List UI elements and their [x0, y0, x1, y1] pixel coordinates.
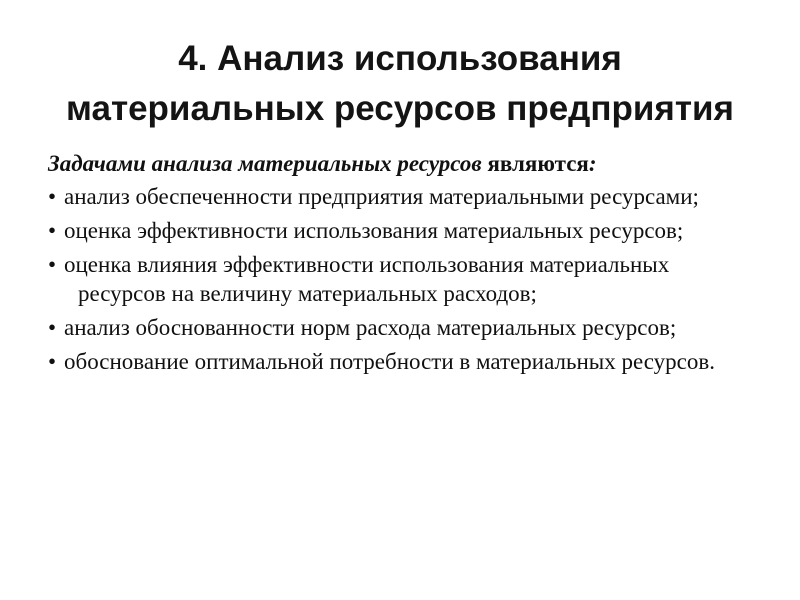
task-item-2	[48, 216, 748, 245]
intro-colon: :	[588, 151, 597, 176]
bullet-icon: •	[48, 184, 57, 209]
task-item-5	[48, 347, 748, 376]
task-item-4-text: анализ обоснованности норм расхода материальных ресурсов;	[64, 315, 677, 340]
bullet-icon: •	[48, 252, 57, 277]
intro-italic: Задачами анализа материальных ресурсов	[48, 151, 482, 176]
task-item-5-text: обоснование оптимальной потребности в материальных ресурсов.	[64, 349, 715, 374]
task-item-1-text: анализ обеспеченности предприятия материальными ресурсами;	[64, 184, 699, 209]
task-item-1	[48, 182, 748, 211]
bullet-icon: •	[48, 349, 57, 374]
bullet-icon: •	[48, 315, 57, 340]
task-item-2-text: оценка эффективности использования материальных ресурсов;	[64, 218, 684, 243]
slide-body	[48, 149, 748, 381]
task-item-3-text: оценка влияния эффективности использования материальных ресурсов на величину материальных расходов;	[64, 252, 670, 306]
task-item-3	[48, 250, 748, 308]
slide-title-line-2: материальных ресурсов предприятия	[66, 89, 734, 128]
slide-title-line-1: 4. Анализ использования	[178, 39, 622, 78]
intro-plain: являются	[481, 151, 589, 176]
task-list	[48, 182, 748, 376]
bullet-icon: •	[48, 218, 57, 243]
task-item-4	[48, 313, 748, 342]
slide-title	[20, 34, 780, 134]
intro-text	[48, 149, 748, 178]
